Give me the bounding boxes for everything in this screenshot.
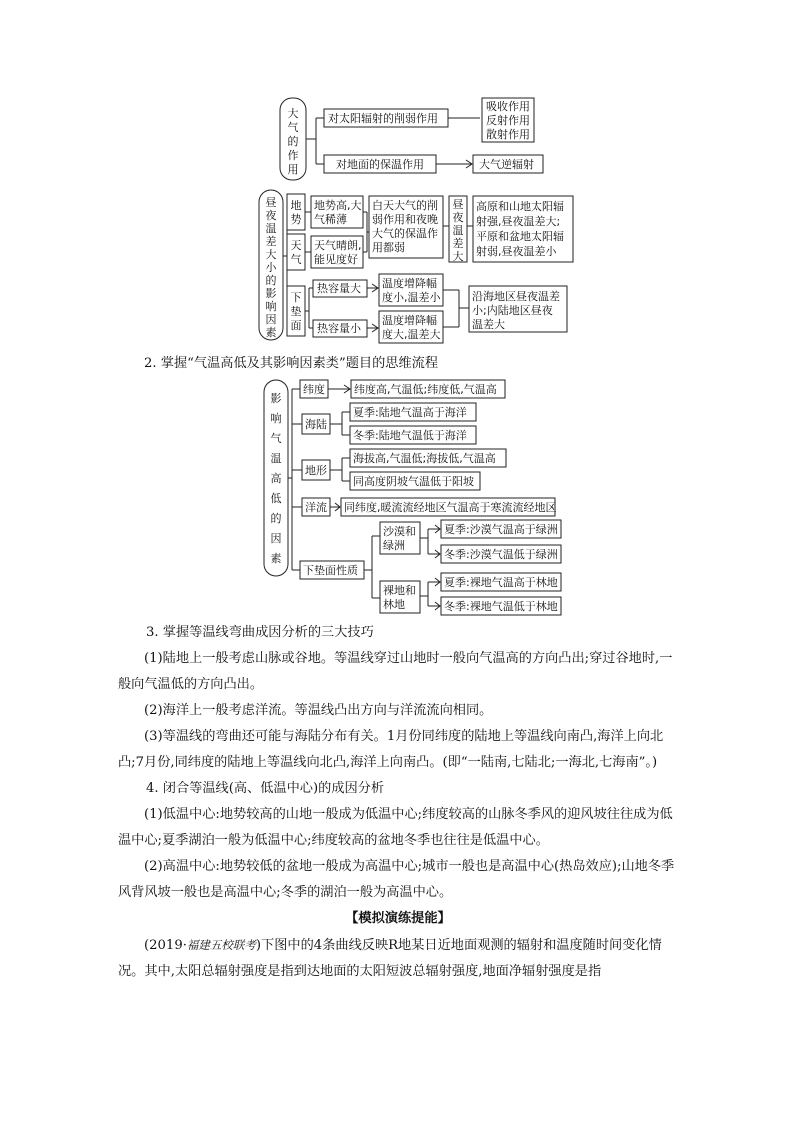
factor-label: 下垫面性质: [303, 564, 358, 577]
desc-line: 温度增降幅: [382, 314, 437, 327]
desc-line: 沙漠和: [383, 525, 416, 538]
text-body: [118, 620, 678, 985]
factor-label: 洋流: [305, 501, 327, 514]
desc-line: 夏季:陆地气温高于海洋: [353, 406, 467, 419]
root-char: 响: [265, 300, 277, 313]
root-char: 大: [265, 248, 277, 261]
heat-capacity-label: 热容量小: [317, 322, 361, 335]
root-char: 差: [265, 235, 277, 248]
factor-char: 垫: [290, 305, 302, 318]
desc-line: 林地: [383, 598, 405, 611]
desc-line: 弱作用和夜晚: [372, 213, 438, 226]
root-char: 响: [270, 412, 282, 425]
desc-line: 冬季:沙漠气温低于绿洲: [444, 548, 558, 561]
result-char: 温: [452, 224, 464, 237]
paragraph: (1)陆地上一般考虑山脉或谷地。等温线穿过山地时一般向气温高的方向凸出;穿过谷地时,一般向气温低的方向凸出。: [118, 651, 673, 692]
root-char: 影: [270, 392, 282, 405]
result-char: 大: [452, 250, 464, 263]
desc-line: 能见度好: [314, 253, 358, 266]
exercise-text: )下图中的4条曲线反映R地某日近地面观测的辐射和温度随时间变化情况。其中,太阳总辐射强度是指到达地面的太阳短波总辐射强度,地面净辐射强度是指: [118, 938, 662, 979]
source-name: 福建五校联考: [186, 938, 256, 952]
desc-line: 地势高,大: [314, 199, 362, 212]
desc-line: 海拔高,气温低;海拔低,气温高: [353, 452, 496, 465]
root-char: 低: [270, 492, 282, 505]
root-char: 用: [287, 163, 299, 176]
desc-line: 小;内陆地区昼夜: [472, 304, 553, 317]
heat-capacity-label: 热容量大: [317, 282, 361, 295]
root-char: 气: [287, 121, 299, 134]
root-char: 夜: [265, 209, 277, 222]
heading-closed-isotherm: 4. 闭合等温线(高、低温中心)的成因分析: [146, 781, 385, 796]
desc-line: 纬度高,气温低;纬度低,气温高: [354, 383, 497, 396]
desc-line: 裸地和: [383, 584, 416, 597]
result-char: 昼: [452, 198, 464, 211]
root-char: 温: [270, 452, 282, 465]
leaf-label: 散射作用: [486, 128, 530, 141]
factor-char: 地: [290, 199, 302, 212]
root-char: 高: [270, 472, 282, 485]
root-char: 大: [287, 107, 299, 120]
root-char: 素: [270, 552, 282, 565]
desc-line: 度大,温差大: [382, 328, 441, 341]
factor-char: 下: [290, 291, 302, 304]
section-title: 【模拟演练提能】: [345, 911, 451, 926]
desc-line: 高原和山地太阳辐: [476, 200, 564, 213]
paragraph: (2)高温中心:地势较低的盆地一般成为高温中心;城市一般也是高温中心(热岛效应);山地冬季风背风坡一般也是高温中心;冬季的湖泊一般为高温中心。: [118, 859, 675, 900]
root-char: 昼: [265, 196, 277, 209]
root-char: 的: [265, 274, 277, 287]
factor-char: 势: [290, 213, 302, 226]
desc-line: 度小,温差小: [382, 291, 441, 304]
root-char: 素: [265, 326, 277, 339]
factor-label: 海陆: [305, 418, 327, 431]
desc-line: 夏季:裸地气温高于林地: [444, 576, 558, 589]
leaf-label: 吸收作用: [486, 100, 530, 113]
branch-insulation-label: 对地面的保温作用: [336, 158, 424, 171]
desc-line: 冬季:陆地气温低于海洋: [353, 429, 467, 442]
diagram-atmosphere-functions: [270, 94, 570, 184]
paragraph: (3)等温线的弯曲还可能与海陆分布有关。1月份同纬度的陆地上等温线向南凸,海洋上向北凸;7月份,同纬度的陆地上等温线向北凸,海洋上向南凸。(即“一陆南,七陆北;一海北,七海南”。): [118, 729, 664, 770]
desc-line: 大气的保温作: [372, 227, 438, 240]
diagram-temperature-factors: [262, 374, 572, 620]
root-char: 因: [270, 532, 282, 545]
leaf-label: 反射作用: [486, 114, 530, 127]
root-char: 作: [287, 149, 299, 162]
root-char: 因: [265, 313, 277, 326]
factor-char: 气: [290, 253, 302, 266]
root-char: 影: [265, 287, 277, 300]
diagram-diurnal-range-factors: [256, 186, 576, 344]
heading-isotherm-bending: 3. 掌握等温线弯曲成因分析的三大技巧: [146, 625, 374, 640]
root-char: 气: [270, 432, 282, 445]
desc-line: 白天大气的削: [372, 199, 438, 212]
desc-line: 温差大: [472, 318, 505, 331]
desc-line: 绿洲: [383, 539, 405, 552]
counter-radiation-label: 大气逆辐射: [479, 158, 534, 171]
factor-char: 面: [290, 319, 302, 332]
paragraph-exercise: [118, 932, 678, 985]
root-char: 温: [265, 222, 277, 235]
desc-line: 沿海地区昼夜温差: [472, 290, 560, 303]
heading-thinking-flow: 2. 掌握“气温高低及其影响因素类”题目的思维流程: [144, 356, 439, 371]
factor-label: 纬度: [303, 383, 325, 396]
desc-line: 射弱,昼夜温差小: [476, 245, 557, 258]
paragraph: (1)低温中心:地势较高的山地一般成为低温中心;纬度较高的山脉冬季风的迎风坡往往成为低温中心;夏季湖泊一般为低温中心;纬度较高的盆地冬季也往往是低温中心。: [118, 807, 673, 848]
desc-line: 冬季:裸地气温低于林地: [444, 600, 558, 613]
desc-line: 同高度阴坡气温低于阳坡: [353, 475, 474, 488]
root-char: 的: [287, 135, 299, 148]
desc-line: 射强,昼夜温差大;: [476, 215, 561, 228]
factor-label: 地形: [305, 464, 327, 477]
source-prefix: (2019·: [144, 938, 187, 953]
root-char: 的: [270, 512, 282, 525]
result-char: 差: [452, 237, 464, 250]
desc-line: 气稀薄: [314, 213, 347, 226]
desc-line: 夏季:沙漠气温高于绿洲: [444, 523, 558, 536]
desc-line: 同纬度,暖流流经地区气温高于寒流流经地区: [344, 501, 557, 514]
paragraph: (2)海洋上一般考虑洋流。等温线凸出方向与洋流流向相同。: [144, 703, 493, 718]
root-char: 小: [265, 261, 277, 274]
desc-line: 天气晴朗,: [314, 239, 362, 252]
desc-line: 平原和盆地太阳辐: [476, 230, 564, 243]
branch-weakening-label: 对太阳辐射的削弱作用: [328, 112, 438, 125]
desc-line: 用都弱: [372, 241, 405, 254]
desc-line: 温度增降幅: [382, 277, 437, 290]
factor-char: 天: [290, 239, 302, 252]
result-char: 夜: [452, 211, 464, 224]
